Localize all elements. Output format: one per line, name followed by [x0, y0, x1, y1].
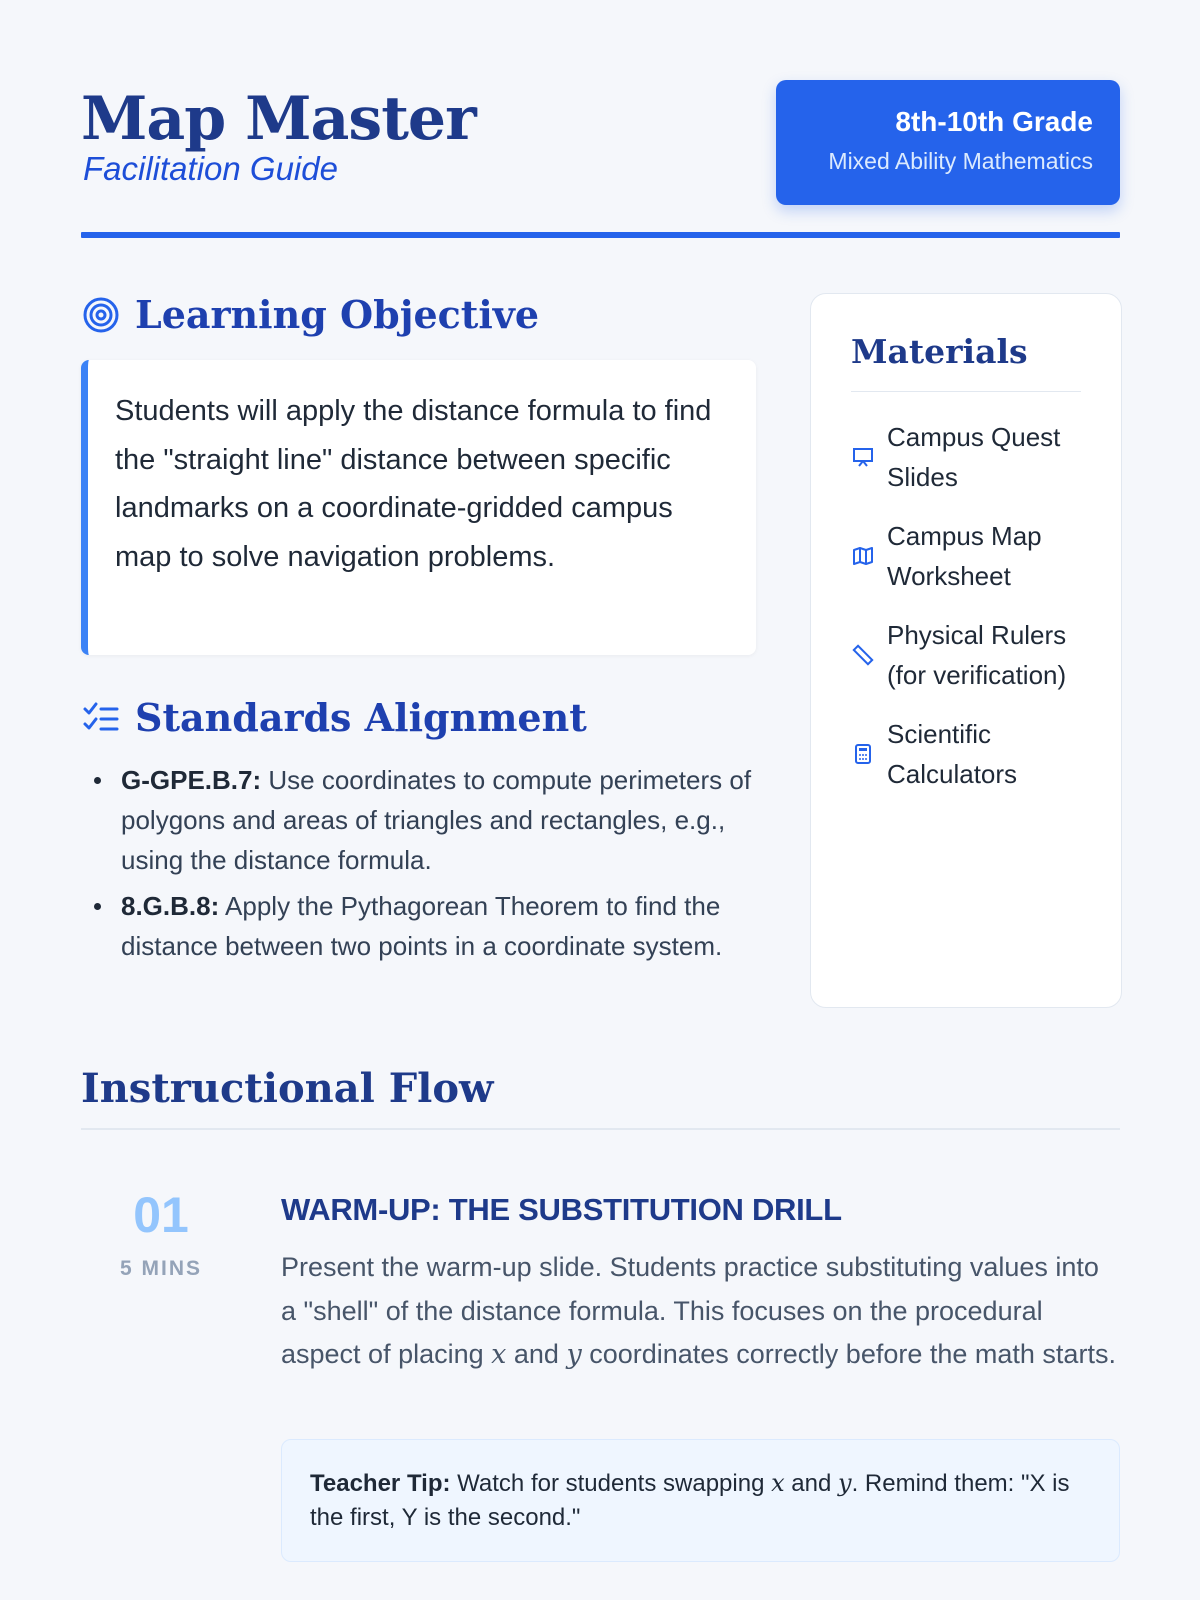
standard-code: G-GPE.B.7: — [121, 765, 262, 795]
learning-objective-heading — [81, 292, 539, 337]
page-subtitle: Facilitation Guide — [83, 150, 338, 187]
step-text: Present the warm-up slide. Students practice substituting values into a "shell" of the distance formula. This focuses on the procedural aspect of placing — [281, 1252, 1099, 1369]
standards-list — [91, 760, 756, 972]
grade-level: 8th-10th Grade — [895, 106, 1093, 137]
tip-text: and — [784, 1470, 839, 1497]
page-title: Map Master — [81, 84, 476, 154]
material-item — [851, 516, 1081, 596]
material-item — [851, 615, 1081, 695]
math-variable-y: y — [566, 1339, 582, 1370]
list-item — [91, 760, 756, 880]
material-label: Campus Map Worksheet — [887, 521, 1042, 591]
checklist-icon — [81, 698, 121, 738]
materials-list — [851, 417, 1081, 794]
grade-badge — [776, 80, 1120, 205]
math-variable-x: x — [491, 1339, 507, 1370]
teacher-tip — [281, 1439, 1120, 1562]
materials-title: Materials — [851, 332, 1081, 392]
flow-divider — [81, 1128, 1120, 1130]
standards-heading — [81, 695, 587, 740]
teacher-tip-label: Teacher Tip: — [310, 1470, 451, 1497]
standard-description: Use coordinates to compute perimeters of polygons and areas of triangles and rectangles, e.g., using the distance formula. — [121, 765, 752, 875]
map-icon — [851, 544, 875, 568]
materials-card — [810, 293, 1122, 1008]
calculator-icon — [851, 742, 875, 766]
step-title: WARM-UP: THE SUBSTITUTION DRILL — [281, 1192, 842, 1227]
standards-title: Standards Alignment — [135, 695, 587, 740]
presentation-icon — [851, 445, 875, 469]
learning-objective-title: Learning Objective — [135, 292, 540, 337]
step-duration: 5 MINS — [119, 1257, 202, 1280]
material-label: Scientific Calculators — [887, 719, 1018, 789]
material-label: Physical Rulers (for verification) — [887, 620, 1067, 690]
material-label: Campus Quest Slides — [887, 422, 1061, 492]
standard-code: 8.G.B.8: — [121, 891, 220, 921]
ruler-icon — [851, 643, 875, 667]
grade-description: Mixed Ability Mathematics — [828, 148, 1093, 174]
standard-description: Apply the Pythagorean Theorem to find the distance between two points in a coordinate system. — [121, 891, 723, 961]
learning-objective-box — [81, 360, 756, 655]
tip-text: . Remind them: "X is the first, Y is the second." — [310, 1470, 1070, 1531]
material-item — [851, 417, 1081, 497]
material-item — [851, 714, 1081, 794]
step-text: coordinates correctly before the math starts. — [581, 1339, 1116, 1369]
math-variable-y: y — [838, 1469, 852, 1497]
step-description — [281, 1246, 1121, 1377]
step-text: and — [506, 1339, 567, 1369]
step-number: 01 — [133, 1187, 189, 1243]
tip-text: Watch for students swapping — [450, 1470, 772, 1497]
header-divider — [81, 232, 1120, 238]
list-item — [91, 886, 756, 966]
target-icon — [81, 295, 121, 335]
learning-objective-text: Students will apply the distance formula to find the "straight line" distance between specific landmarks on a coordinate-gridded campus map to solve navigation problems. — [115, 395, 712, 573]
page-header — [81, 80, 1120, 240]
math-variable-x: x — [771, 1469, 785, 1497]
instructional-flow-heading: Instructional Flow — [81, 1065, 494, 1112]
